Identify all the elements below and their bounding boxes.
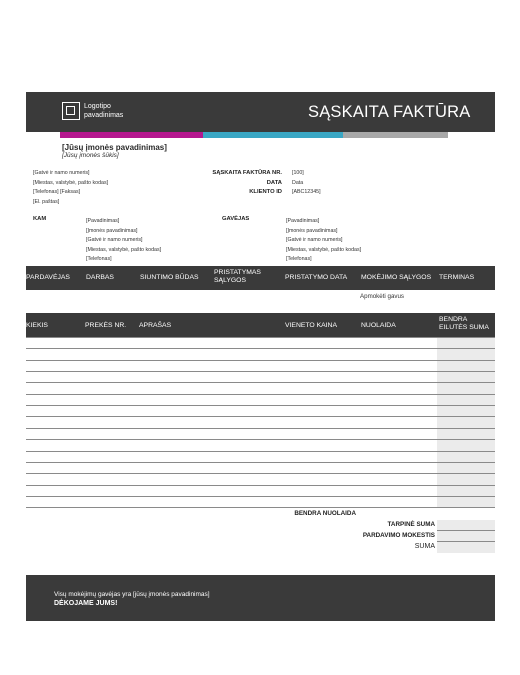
table-row[interactable] xyxy=(26,507,495,508)
invoice-number-value[interactable]: [100] xyxy=(292,170,304,176)
bill-to-label: KAM xyxy=(33,216,47,222)
accent-bar-magenta xyxy=(60,132,203,138)
logo-line-2: pavadinimas xyxy=(84,112,124,119)
header-unit-price: VIENETO KAINA xyxy=(285,322,337,329)
ship-to-label: GAVĖJAS xyxy=(222,216,250,222)
logo-icon xyxy=(62,102,80,120)
ship-to-city[interactable]: [Miestas, valstybė, pašto kodas] xyxy=(286,246,362,253)
header-description: APRAŠAS xyxy=(139,322,172,329)
customer-id-label: KLIENTO ID xyxy=(249,189,282,196)
table-row[interactable] xyxy=(26,360,495,361)
table-row[interactable] xyxy=(26,439,495,440)
bill-to-street[interactable]: [Gatvė ir namo numeris] xyxy=(86,237,143,244)
total-label: SUMA xyxy=(414,543,435,550)
invoice-meta-values xyxy=(292,169,321,198)
header-quantity: KIEKIS xyxy=(26,322,48,329)
line-total-column xyxy=(437,337,495,507)
invoice-meta-labels xyxy=(196,169,282,198)
logo-line-1: Logotipo xyxy=(84,103,111,110)
items-table-header xyxy=(26,313,495,337)
logo-name xyxy=(84,102,144,120)
invoice-title: SĄSKAITA FAKTŪRA xyxy=(308,103,471,121)
table-row[interactable] xyxy=(26,428,495,429)
accent-bar-grey xyxy=(343,132,448,138)
subtotal-label: TARPINĖ SUMA xyxy=(387,521,435,528)
bill-to-company[interactable]: [Įmonės pavadinimas] xyxy=(86,227,138,234)
header-line-total: BENDRA EILUTĖS SUMA xyxy=(439,316,489,331)
bill-to-block xyxy=(86,217,161,265)
footer-thank-you: DĖKOJAME JUMS! xyxy=(54,600,118,607)
header-item-number: PREKĖS NR. xyxy=(85,322,127,329)
header-shipping-terms: PRISTATYMAS SĄLYGOS xyxy=(214,269,261,284)
table-row[interactable] xyxy=(26,416,495,417)
table-row[interactable] xyxy=(26,405,495,406)
sales-tax-value[interactable] xyxy=(437,531,495,541)
table-row[interactable] xyxy=(26,496,495,497)
address-street[interactable]: [Gatvė ir namo numeris] xyxy=(33,170,90,176)
header-salesperson: PARDAVĖJAS xyxy=(26,274,70,281)
payment-terms-value[interactable]: Apmokėti gavus xyxy=(360,293,405,300)
company-slogan[interactable]: [Jūsų įmonės šūkis] xyxy=(62,152,119,159)
bill-to-name[interactable]: [Pavadinimas] xyxy=(86,218,120,224)
header-job: DARBAS xyxy=(86,274,114,281)
table-row[interactable] xyxy=(26,394,495,395)
header-shipping-method: SIUNTIMO BŪDAS xyxy=(140,274,199,281)
invoice-footer xyxy=(26,575,495,621)
accent-bar-cyan xyxy=(203,132,343,138)
footer-payable-to[interactable]: Visų mokėjimų gavėjas yra [jūsų įmonės pavadinimas] xyxy=(54,591,210,598)
table-row[interactable] xyxy=(26,462,495,463)
ship-to-company[interactable]: [Įmonės pavadinimas] xyxy=(286,227,338,234)
total-discount-label: BENDRA NUOLAIDA xyxy=(294,510,356,517)
header-due-date: TERMINAS xyxy=(439,274,475,281)
date-label: DATA xyxy=(266,179,282,186)
ship-to-phone[interactable]: [Telefonas] xyxy=(286,256,312,263)
ship-to-street[interactable]: [Gatvė ir namo numeris] xyxy=(286,237,343,244)
company-address xyxy=(33,169,108,207)
address-phone-fax[interactable]: [Telefonas] [Faksas] xyxy=(33,189,81,196)
table-row[interactable] xyxy=(26,337,495,338)
bill-to-phone[interactable]: [Telefonas] xyxy=(86,256,112,263)
table-row[interactable] xyxy=(26,348,495,349)
date-value[interactable]: Data xyxy=(292,179,304,186)
ship-to-block xyxy=(286,217,361,265)
table-row[interactable] xyxy=(26,382,495,383)
header-discount: NUOLAIDA xyxy=(361,322,396,329)
subtotal-value[interactable] xyxy=(437,520,495,530)
address-email[interactable]: [El. paštas] xyxy=(33,198,60,205)
table-row[interactable] xyxy=(26,473,495,474)
bill-to-city[interactable]: [Miestas, valstybė, pašto kodas] xyxy=(86,246,162,253)
company-name[interactable]: [Jūsų įmonės pavadinimas] xyxy=(62,143,167,152)
table-row[interactable] xyxy=(26,451,495,452)
total-value[interactable] xyxy=(437,542,495,553)
ship-to-name[interactable]: [Pavadinimas] xyxy=(286,218,320,224)
header-delivery-date: PRISTATYMO DATA xyxy=(285,274,348,281)
customer-id-value[interactable]: [ABC12345] xyxy=(292,189,321,196)
invoice-number-label: SĄSKAITA FAKTŪRA NR. xyxy=(212,170,282,176)
address-city[interactable]: [Miestas, valstybė, pašto kodas] xyxy=(33,179,109,186)
sales-table-header xyxy=(26,266,495,290)
header-payment-terms: MOKĖJIMO SĄLYGOS xyxy=(361,274,432,281)
table-row[interactable] xyxy=(26,371,495,372)
table-row[interactable] xyxy=(26,485,495,486)
sales-tax-label: PARDAVIMO MOKESTIS xyxy=(362,532,435,539)
